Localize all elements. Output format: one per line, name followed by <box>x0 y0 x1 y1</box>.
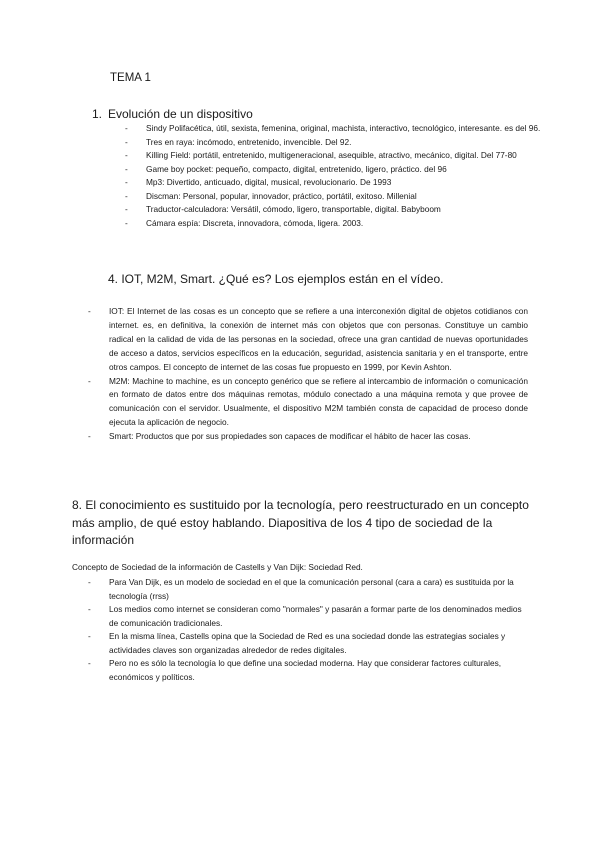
list-item: - Los medios como internet se consideran como "normales" y pasarán a formar parte de los denominados medios de comunicación tradicionales. <box>88 604 522 628</box>
section-1-heading: Evolución de un dispositivo <box>108 107 253 121</box>
document-title: TEMA 1 <box>110 72 151 84</box>
list-item: - Sindy Polifacética, útil, sexista, femenina, original, machista, interactivo, tecnológico, interesante. es del 96. <box>125 123 541 133</box>
list-item: - Smart: Productos que por sus propiedades son capaces de modificar el hábito de hacer las cosas. <box>88 431 471 442</box>
list-item: - Para Van Dijk, es un modelo de sociedad en el que la comunicación personal (cara a cara) es sustituida por la tecnología (rrss) <box>88 577 514 601</box>
list-item: - IOT: El Internet de las cosas es un concepto que se refiere a una interconexión digital de objetos cotidianos con internet. es, en definitiva, la conexión de internet más con objetos que con personas. Constituye un cambio radical en la calidad de vida de las personas en la sociedad, ofrece una gran cantidad de nuevas oportunidades de acceso a datos, servicios específicos en la educación, seguridad, asistencia sanitaria y en el transporte, entre otros campos. El concepto de internet de las cosas fue propuesto en 1999, por Kevin Ashton. <box>88 306 528 372</box>
list-item: - En la misma línea, Castells opina que la Sociedad de Red es una sociedad donde las estrategias sociales y actividades claves son organizadas alrededor de redes digitales. <box>88 631 506 655</box>
list-item: - Traductor-calculadora: Versátil, cómodo, ligero, transportable, digital. Babyboom <box>125 204 441 214</box>
list-item: - M2M: Machine to machine, es un concepto genérico que se refiere al intercambio de información o comunicación en formato de datos entre dos máquinas remotas, módulo conectado a una máquina remota y que provee de comunicación con el servidor. Usualmente, el dispositivo M2M también consta de capacidad de proceso donde ejecuta la aplicación de negocio. <box>88 375 528 428</box>
section-8-heading: 8. El conocimiento es sustituido por la tecnología, pero reestructurado en un concepto más amplio, de qué estoy hablando. Diapositiva de los 4 tipo de sociedad de la información <box>72 498 529 547</box>
iot-list <box>88 305 528 444</box>
list-item: - Cámara espía: Discreta, innovadora, cómoda, ligera. 2003. <box>125 217 364 228</box>
list-item: - Pero no es sólo la tecnología lo que define una sociedad moderna. Hay que considerar factores culturales, económicos y políticos. <box>88 658 502 682</box>
section-1-number: 1. <box>92 107 103 121</box>
list-item: - Tres en raya: incómodo, entretenido, invencible. Del 92. <box>125 136 352 147</box>
concept-title: Concepto de Sociedad de la información de Castells y Van Dijk: Sociedad Red. <box>72 562 363 572</box>
section-4-heading: 4. IOT, M2M, Smart. ¿Qué es? Los ejemplos están en el vídeo. <box>108 272 444 286</box>
list-item: - Killing Field: portátil, entretenido, multigeneracional, asequible, atractivo, mecánico, digital. Del 77-80 <box>125 150 517 160</box>
list-item: - Mp3: Divertido, anticuado, digital, musical, revolucionario. De 1993 <box>125 177 392 187</box>
list-item: - Game boy pocket: pequeño, compacto, digital, entretenido, ligero, práctico. del 96 <box>125 163 447 174</box>
concept-list <box>88 576 528 684</box>
list-item: - Discman: Personal, popular, innovador, práctico, portátil, exitoso. Millenial <box>125 190 417 201</box>
device-list <box>125 122 545 230</box>
